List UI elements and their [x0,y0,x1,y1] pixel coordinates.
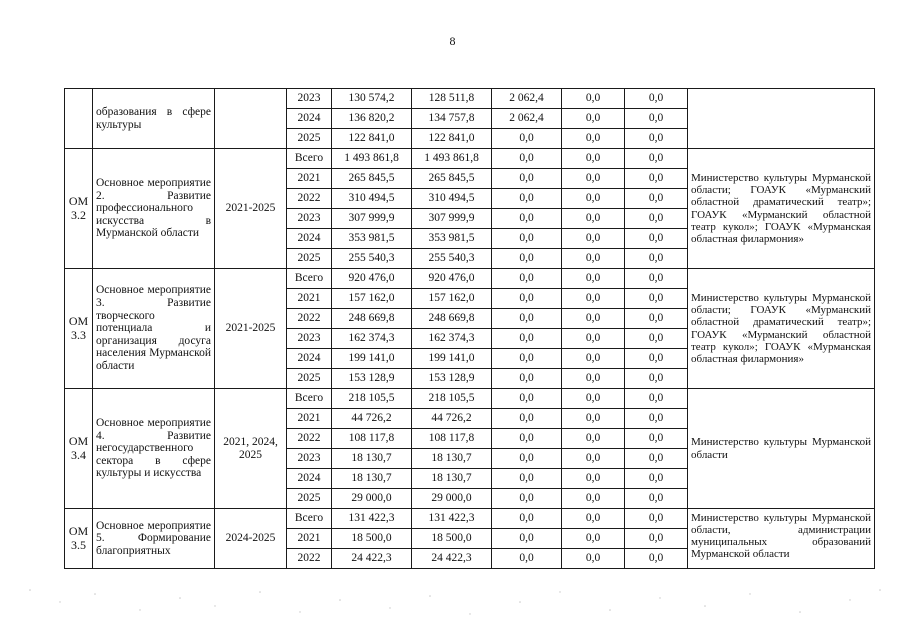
regional-budget-cell: 255 540,3 [412,249,492,269]
total-cell: 265 845,5 [332,169,412,189]
year-cell: 2025 [287,369,332,389]
period-cell: 2021-2025 [215,269,287,389]
regional-budget-cell: 310 494,5 [412,189,492,209]
table-body [65,89,875,569]
year-cell: Всего [287,389,332,409]
year-cell: 2021 [287,409,332,429]
executor-cell: Министерство культуры Мурманской области, администрации муниципальных образований Мурманской области [688,509,875,569]
total-cell: 248 669,8 [332,309,412,329]
local-budget-cell: 0,0 [562,449,625,469]
year-cell: Всего [287,509,332,529]
regional-budget-cell: 44 726,2 [412,409,492,429]
total-cell: 199 141,0 [332,349,412,369]
total-cell: 18 500,0 [332,529,412,549]
total-cell: 44 726,2 [332,409,412,429]
local-budget-cell: 0,0 [562,389,625,409]
federal-budget-cell: 0,0 [492,229,562,249]
other-sources-cell: 0,0 [625,309,688,329]
year-cell: 2025 [287,129,332,149]
regional-budget-cell: 199 141,0 [412,349,492,369]
federal-budget-cell: 0,0 [492,189,562,209]
regional-budget-cell: 353 981,5 [412,229,492,249]
measure-name-cell: Основное мероприятие 5. Формирование благоприятных [93,509,215,569]
year-cell: 2021 [287,529,332,549]
year-cell: 2023 [287,449,332,469]
table-row [65,89,875,109]
other-sources-cell: 0,0 [625,109,688,129]
year-cell: 2024 [287,229,332,249]
total-cell: 162 374,3 [332,329,412,349]
federal-budget-cell: 0,0 [492,529,562,549]
federal-budget-cell: 0,0 [492,269,562,289]
other-sources-cell: 0,0 [625,329,688,349]
other-sources-cell: 0,0 [625,209,688,229]
year-cell: 2023 [287,89,332,109]
total-cell: 122 841,0 [332,129,412,149]
year-cell: 2025 [287,489,332,509]
executor-cell [688,89,875,149]
year-cell: 2021 [287,169,332,189]
federal-budget-cell: 0,0 [492,549,562,569]
measure-name-cell: Основное мероприятие 3. Развитие творческого потенциала и организация досуга населения Мурманской области [93,269,215,389]
total-cell: 255 540,3 [332,249,412,269]
measure-code-cell: ОМ 3.2 [65,149,93,269]
year-cell: 2025 [287,249,332,269]
table-row [65,509,875,529]
local-budget-cell: 0,0 [562,149,625,169]
year-cell: 2024 [287,469,332,489]
measure-name-cell: Основное мероприятие 2. Развитие профессионального искусства в Мурманской области [93,149,215,269]
total-cell: 153 128,9 [332,369,412,389]
other-sources-cell: 0,0 [625,489,688,509]
other-sources-cell: 0,0 [625,529,688,549]
regional-budget-cell: 134 757,8 [412,109,492,129]
page-number: 8 [449,34,456,48]
federal-budget-cell: 0,0 [492,289,562,309]
federal-budget-cell: 0,0 [492,449,562,469]
total-cell: 218 105,5 [332,389,412,409]
year-cell: 2022 [287,189,332,209]
regional-budget-cell: 18 500,0 [412,529,492,549]
regional-budget-cell: 307 999,9 [412,209,492,229]
other-sources-cell: 0,0 [625,169,688,189]
total-cell: 353 981,5 [332,229,412,249]
year-cell: 2022 [287,309,332,329]
federal-budget-cell: 0,0 [492,409,562,429]
other-sources-cell: 0,0 [625,349,688,369]
federal-budget-cell: 0,0 [492,169,562,189]
local-budget-cell: 0,0 [562,169,625,189]
period-cell: 2021-2025 [215,149,287,269]
other-sources-cell: 0,0 [625,149,688,169]
other-sources-cell: 0,0 [625,389,688,409]
regional-budget-cell: 265 845,5 [412,169,492,189]
other-sources-cell: 0,0 [625,189,688,209]
federal-budget-cell: 0,0 [492,429,562,449]
period-cell: 2024-2025 [215,509,287,569]
regional-budget-cell: 122 841,0 [412,129,492,149]
measure-name-cell: образования в сфере культуры [93,89,215,149]
local-budget-cell: 0,0 [562,509,625,529]
local-budget-cell: 0,0 [562,269,625,289]
total-cell: 1 493 861,8 [332,149,412,169]
regional-budget-cell: 162 374,3 [412,329,492,349]
local-budget-cell: 0,0 [562,129,625,149]
total-cell: 108 117,8 [332,429,412,449]
regional-budget-cell: 218 105,5 [412,389,492,409]
year-cell: 2023 [287,329,332,349]
total-cell: 307 999,9 [332,209,412,229]
other-sources-cell: 0,0 [625,249,688,269]
local-budget-cell: 0,0 [562,109,625,129]
federal-budget-cell: 2 062,4 [492,89,562,109]
local-budget-cell: 0,0 [562,469,625,489]
year-cell: 2023 [287,209,332,229]
regional-budget-cell: 920 476,0 [412,269,492,289]
local-budget-cell: 0,0 [562,229,625,249]
local-budget-cell: 0,0 [562,549,625,569]
measure-code-cell: ОМ 3.3 [65,269,93,389]
measure-code-cell: ОМ 3.4 [65,389,93,509]
regional-budget-cell: 108 117,8 [412,429,492,449]
table-row [65,269,875,289]
federal-budget-cell: 0,0 [492,349,562,369]
regional-budget-cell: 248 669,8 [412,309,492,329]
year-cell: 2021 [287,289,332,309]
federal-budget-cell: 0,0 [492,129,562,149]
local-budget-cell: 0,0 [562,89,625,109]
local-budget-cell: 0,0 [562,409,625,429]
federal-budget-cell: 0,0 [492,149,562,169]
federal-budget-cell: 0,0 [492,389,562,409]
code-cell [65,89,93,149]
local-budget-cell: 0,0 [562,369,625,389]
period-cell: 2021, 2024, 2025 [215,389,287,509]
regional-budget-cell: 18 130,7 [412,449,492,469]
total-cell: 310 494,5 [332,189,412,209]
local-budget-cell: 0,0 [562,349,625,369]
other-sources-cell: 0,0 [625,449,688,469]
other-sources-cell: 0,0 [625,409,688,429]
local-budget-cell: 0,0 [562,489,625,509]
other-sources-cell: 0,0 [625,269,688,289]
total-cell: 29 000,0 [332,489,412,509]
local-budget-cell: 0,0 [562,189,625,209]
other-sources-cell: 0,0 [625,129,688,149]
total-cell: 157 162,0 [332,289,412,309]
other-sources-cell: 0,0 [625,369,688,389]
total-cell: 131 422,3 [332,509,412,529]
regional-budget-cell: 128 511,8 [412,89,492,109]
total-cell: 136 820,2 [332,109,412,129]
regional-budget-cell: 153 128,9 [412,369,492,389]
local-budget-cell: 0,0 [562,249,625,269]
total-cell: 18 130,7 [332,469,412,489]
local-budget-cell: 0,0 [562,289,625,309]
total-cell: 920 476,0 [332,269,412,289]
federal-budget-cell: 0,0 [492,369,562,389]
year-cell: Всего [287,269,332,289]
regional-budget-cell: 157 162,0 [412,289,492,309]
other-sources-cell: 0,0 [625,289,688,309]
local-budget-cell: 0,0 [562,529,625,549]
year-cell: 2024 [287,349,332,369]
year-cell: 2024 [287,109,332,129]
federal-budget-cell: 0,0 [492,329,562,349]
executor-cell: Министерство культуры Мурманской области; ГОАУК «Мурманский областной драматический театр»; ГОАУК «Мурманский областной театр кукол»; ГОАУК «Мурманская областная филармония» [688,149,875,269]
federal-budget-cell: 0,0 [492,489,562,509]
other-sources-cell: 0,0 [625,429,688,449]
regional-budget-cell: 24 422,3 [412,549,492,569]
measure-code-cell: ОМ 3.5 [65,509,93,569]
executor-cell: Министерство культуры Мурманской области [688,389,875,509]
scan-noise [0,580,905,640]
total-cell: 24 422,3 [332,549,412,569]
federal-budget-cell: 0,0 [492,309,562,329]
local-budget-cell: 0,0 [562,209,625,229]
total-cell: 130 574,2 [332,89,412,109]
regional-budget-cell: 29 000,0 [412,489,492,509]
total-cell: 18 130,7 [332,449,412,469]
other-sources-cell: 0,0 [625,229,688,249]
local-budget-cell: 0,0 [562,309,625,329]
other-sources-cell: 0,0 [625,549,688,569]
year-cell: 2022 [287,429,332,449]
regional-budget-cell: 1 493 861,8 [412,149,492,169]
year-cell: 2022 [287,549,332,569]
federal-budget-cell: 0,0 [492,249,562,269]
other-sources-cell: 0,0 [625,89,688,109]
measure-name-cell: Основное мероприятие 4. Развитие негосударственного сектора в сфере культуры и искусства [93,389,215,509]
regional-budget-cell: 18 130,7 [412,469,492,489]
table-row [65,149,875,169]
year-cell: Всего [287,149,332,169]
other-sources-cell: 0,0 [625,469,688,489]
local-budget-cell: 0,0 [562,329,625,349]
federal-budget-cell: 0,0 [492,209,562,229]
federal-budget-cell: 0,0 [492,469,562,489]
federal-budget-cell: 2 062,4 [492,109,562,129]
table-row [65,389,875,409]
executor-cell: Министерство культуры Мурманской области; ГОАУК «Мурманский областной драматический театр»; ГОАУК «Мурманский областной театр кукол»; ГОАУК «Мурманская областная филармония» [688,269,875,389]
period-cell [215,89,287,149]
regional-budget-cell: 131 422,3 [412,509,492,529]
local-budget-cell: 0,0 [562,429,625,449]
funding-table [64,88,875,569]
other-sources-cell: 0,0 [625,509,688,529]
federal-budget-cell: 0,0 [492,509,562,529]
